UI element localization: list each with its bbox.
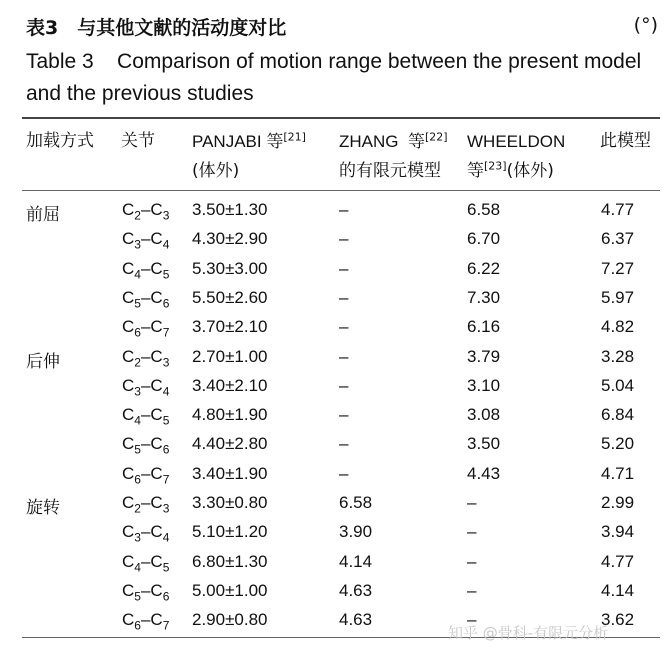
segment-cell: $C_4-C_5$ bbox=[122, 258, 170, 281]
segment-upper: 5 bbox=[134, 296, 141, 311]
header-panjabi bbox=[192, 127, 306, 186]
segment-lower: 5 bbox=[162, 559, 170, 574]
model-cell: 4.77 bbox=[601, 200, 635, 219]
panjabi-cell: 5.00±1.00 bbox=[192, 580, 268, 600]
segment-cell: $C_5-C_6$ bbox=[122, 434, 170, 457]
wheeldon-cell: – bbox=[467, 493, 477, 512]
segment-lower: 4 bbox=[162, 237, 170, 252]
segment-cell: $C_3-C_4$ bbox=[122, 229, 170, 252]
model-cell: 3.28 bbox=[601, 346, 635, 366]
panjabi-cell: 3.50±1.30 bbox=[192, 200, 268, 219]
segment-upper: 2 bbox=[134, 501, 141, 516]
zhang-cell: – bbox=[339, 375, 349, 395]
zhang-cell: – bbox=[339, 346, 349, 366]
segment-lower: 6 bbox=[162, 589, 170, 604]
wheeldon-cell: 4.43 bbox=[467, 463, 501, 483]
segment-upper: 4 bbox=[134, 266, 141, 281]
segment-upper: 2 bbox=[134, 208, 141, 223]
panjabi-cell: 3.40±2.10 bbox=[192, 375, 268, 395]
segment-lower: 7 bbox=[162, 618, 170, 633]
panjabi-cell: 3.70±2.10 bbox=[192, 317, 268, 337]
segment-lower: 5 bbox=[162, 266, 170, 281]
header-this-model: 此模型 bbox=[600, 131, 651, 151]
zhang-cell: 4.63 bbox=[339, 580, 373, 600]
segment-lower: 6 bbox=[162, 442, 170, 457]
segment-upper: 3 bbox=[134, 384, 141, 399]
segment-upper: 6 bbox=[134, 325, 141, 340]
zhang-cell: – bbox=[339, 200, 349, 219]
model-cell: 5.97 bbox=[601, 287, 635, 307]
wheeldon-cell: 6.16 bbox=[467, 317, 501, 337]
segment-cell: $C_2-C_3$ bbox=[122, 346, 170, 369]
watermark: 知乎 @骨科-有限元分析 bbox=[448, 624, 609, 642]
model-cell: 2.99 bbox=[601, 493, 635, 512]
segment-lower: 5 bbox=[162, 413, 170, 428]
model-cell: 5.04 bbox=[601, 375, 635, 395]
model-cell: 3.62 bbox=[601, 610, 635, 630]
zhang-cell: – bbox=[339, 405, 349, 425]
segment-upper: 6 bbox=[134, 618, 141, 633]
model-cell: 4.71 bbox=[601, 463, 635, 483]
segment-lower: 3 bbox=[162, 354, 170, 369]
group-label: 后伸 bbox=[26, 351, 60, 372]
segment-lower: 7 bbox=[162, 325, 170, 340]
panjabi-cell: 2.70±1.00 bbox=[192, 346, 268, 366]
segment-upper: 3 bbox=[134, 530, 141, 545]
zhang-cell: 3.90 bbox=[339, 522, 373, 542]
panjabi-cell: 3.40±1.90 bbox=[192, 463, 268, 483]
header-zhang-note: 的有限元模型 bbox=[339, 161, 441, 181]
panjabi-cell: 5.50±2.60 bbox=[192, 287, 268, 307]
segment-lower: 3 bbox=[162, 208, 170, 223]
group-label: 旋转 bbox=[26, 498, 60, 518]
segment-lower: 6 bbox=[162, 296, 170, 311]
panjabi-cell: 5.10±1.20 bbox=[192, 522, 268, 542]
top-rule bbox=[22, 117, 660, 119]
segment-upper: 3 bbox=[134, 237, 141, 252]
wheeldon-cell: 7.30 bbox=[467, 287, 501, 307]
panjabi-cell: 6.80±1.30 bbox=[192, 551, 268, 571]
wheeldon-cell: 3.10 bbox=[467, 375, 501, 395]
zhang-cell: 6.58 bbox=[339, 493, 373, 512]
zhang-cell: – bbox=[339, 258, 349, 278]
zhang-cell: – bbox=[339, 463, 349, 483]
wheeldon-cell: – bbox=[467, 610, 477, 630]
panjabi-cell: 4.40±2.80 bbox=[192, 434, 268, 454]
panjabi-cell: 5.30±3.00 bbox=[192, 258, 268, 278]
table-caption-cn: 表3 与其他文献的活动度对比 bbox=[26, 17, 287, 39]
header-wheeldon-note: (体外) bbox=[506, 161, 554, 181]
segment-upper: 4 bbox=[134, 413, 141, 428]
segment-upper: 5 bbox=[134, 589, 141, 604]
segment-lower: 3 bbox=[162, 501, 170, 516]
model-cell: 6.84 bbox=[601, 405, 635, 425]
segment-cell: $C_5-C_6$ bbox=[122, 580, 170, 604]
panjabi-cell: 2.90±0.80 bbox=[192, 610, 268, 630]
segment-cell: $C_6-C_7$ bbox=[122, 463, 170, 487]
header-segment: 关节 bbox=[121, 131, 155, 151]
segment-cell: $C_3-C_4$ bbox=[122, 375, 170, 399]
wheeldon-cell: 6.70 bbox=[467, 229, 501, 249]
segment-lower: 4 bbox=[162, 530, 170, 545]
segment-upper: 2 bbox=[134, 354, 141, 369]
unit-label: (°) bbox=[633, 14, 658, 36]
segment-upper: 4 bbox=[134, 559, 141, 574]
segment-cell: $C_2-C_3$ bbox=[122, 493, 170, 516]
zhang-cell: 4.63 bbox=[339, 610, 373, 630]
zhang-cell: – bbox=[339, 287, 349, 307]
wheeldon-cell: 6.22 bbox=[467, 258, 501, 278]
table-caption-en: Table 3 Comparison of motion range between the present model and the previous studies bbox=[26, 50, 648, 105]
header-zhang-ref: [22] bbox=[424, 130, 448, 144]
wheeldon-cell: – bbox=[467, 580, 477, 600]
header-wheeldon-deng: 等 bbox=[467, 161, 484, 181]
segment-cell: $C_2-C_3$ bbox=[122, 200, 170, 223]
model-cell: 3.94 bbox=[601, 522, 635, 542]
zhang-cell: 4.14 bbox=[339, 551, 373, 571]
group-label: 前屈 bbox=[26, 205, 60, 225]
header-zhang bbox=[339, 127, 448, 186]
header-wheeldon-ref: [23] bbox=[484, 159, 507, 173]
zhang-cell: – bbox=[339, 317, 349, 337]
segment-upper: 6 bbox=[134, 472, 141, 487]
model-cell: 4.77 bbox=[601, 551, 635, 571]
header-panjabi-ref: [21] bbox=[283, 130, 306, 144]
zhang-cell: – bbox=[339, 229, 349, 249]
segment-cell: $C_5-C_6$ bbox=[122, 287, 170, 311]
header-panjabi-name: PANJABI 等 bbox=[192, 132, 284, 151]
segment-lower: 4 bbox=[162, 384, 170, 399]
zhang-cell: – bbox=[339, 434, 349, 454]
segment-cell: $C_6-C_7$ bbox=[122, 317, 170, 340]
segment-cell: $C_4-C_5$ bbox=[122, 405, 170, 428]
header-panjabi-note: (体外) bbox=[192, 161, 240, 181]
segment-cell: $C_4-C_5$ bbox=[122, 551, 170, 574]
model-cell: 4.14 bbox=[601, 580, 635, 600]
wheeldon-cell: – bbox=[467, 551, 477, 571]
wheeldon-cell: 3.79 bbox=[467, 346, 501, 366]
segment-cell: $C_3-C_4$ bbox=[122, 522, 170, 545]
header-wheeldon-name: WHEELDON bbox=[467, 132, 566, 151]
segment-cell: $C_6-C_7$ bbox=[122, 610, 170, 633]
header-loading-mode: 加载方式 bbox=[26, 131, 94, 151]
header-wheeldon bbox=[467, 127, 565, 186]
model-cell: 6.37 bbox=[601, 229, 635, 249]
model-cell: 7.27 bbox=[601, 258, 635, 278]
wheeldon-cell: 3.08 bbox=[467, 405, 501, 425]
segment-upper: 5 bbox=[134, 442, 141, 457]
panjabi-cell: 4.80±1.90 bbox=[192, 405, 268, 425]
wheeldon-cell: – bbox=[467, 522, 477, 542]
wheeldon-cell: 3.50 bbox=[467, 434, 501, 454]
panjabi-cell: 3.30±0.80 bbox=[192, 493, 268, 512]
header-zhang-name: ZHANG 等 bbox=[339, 132, 425, 151]
header-rule bbox=[22, 190, 660, 191]
wheeldon-cell: 6.58 bbox=[467, 200, 501, 219]
panjabi-cell: 4.30±2.90 bbox=[192, 229, 268, 249]
model-cell: 5.20 bbox=[601, 434, 635, 454]
model-cell: 4.82 bbox=[601, 317, 635, 337]
segment-lower: 7 bbox=[162, 472, 170, 487]
